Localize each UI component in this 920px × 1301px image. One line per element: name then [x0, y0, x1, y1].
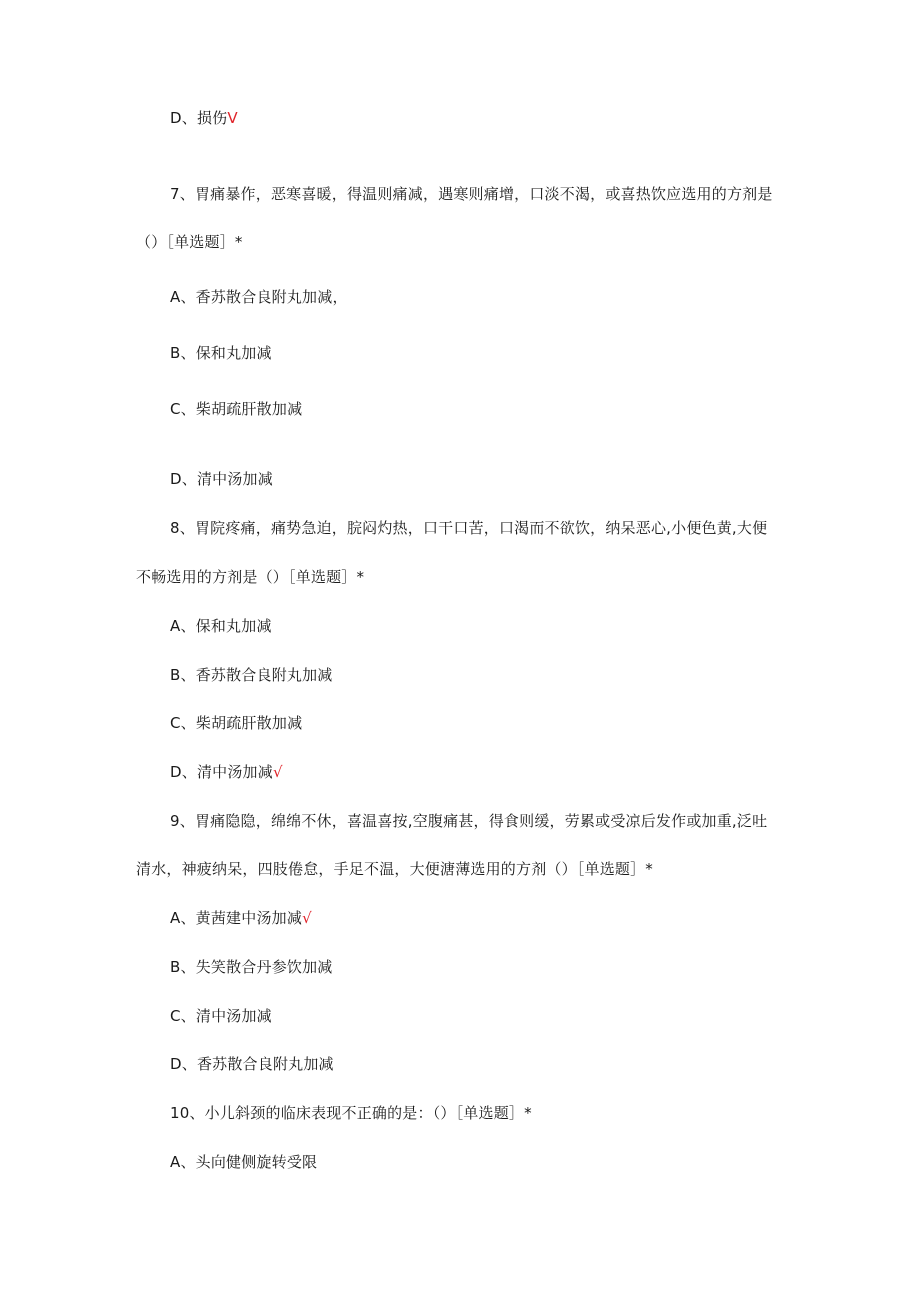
option-text: B、保和丸加减 — [170, 344, 272, 362]
correct-answer-mark: V — [227, 109, 238, 127]
option-text: A、保和丸加减 — [170, 617, 272, 635]
q7-question-cont: （）［单选题］* — [136, 233, 243, 251]
q9-option-d — [170, 1054, 334, 1074]
correct-answer-mark: √ — [302, 909, 312, 927]
q9-question: 9、胃痛隐隐，绵绵不休，喜温喜按,空腹痛甚，得食则缓，劳累或受凉后发作或加重,泛吐 — [170, 812, 768, 830]
q7-option-d — [170, 469, 273, 489]
q8-option-b — [170, 665, 333, 685]
option-text: D、清中汤加减 — [170, 470, 273, 488]
q10-question: 10、小儿斜颈的临床表现不正确的是：（）［单选题］* — [170, 1104, 532, 1122]
option-text: B、香苏散合良附丸加减 — [170, 666, 333, 684]
option-text: A、黄茜建中汤加减 — [170, 909, 303, 927]
q10-option-a — [170, 1152, 317, 1172]
q7-question: 7、胃痛暴作，恶寒喜暖，得温则痛减，遇寒则痛增，口淡不渴，或喜热饮应选用的方剂是 — [170, 185, 773, 203]
q8-option-a — [170, 616, 272, 636]
q8-option-d — [170, 762, 283, 782]
option-text: D、香苏散合良附丸加减 — [170, 1055, 334, 1073]
q7-option-b — [170, 343, 272, 363]
q7-option-a — [170, 287, 348, 307]
q8-question: 8、胃院疼痛，痛势急迫，脘闷灼热，口干口苦，口渴而不欲饮，纳呆恶心,小便色黄,大便 — [170, 519, 768, 537]
q9-question-cont: 清水，神疲纳呆，四肢倦怠，手足不温，大便溏薄选用的方剂（）［单选题］* — [136, 860, 654, 878]
q8-question-cont: 不畅选用的方剂是（）［单选题］* — [136, 568, 365, 586]
option-text: A、头向健侧旋转受限 — [170, 1153, 318, 1171]
q9-option-a — [170, 908, 312, 928]
correct-answer-mark: √ — [272, 763, 283, 781]
q8-option-c — [170, 713, 302, 733]
q7-option-c — [170, 399, 302, 419]
option-text: C、清中汤加减 — [170, 1007, 272, 1025]
option-text: C、柴胡疏肝散加减 — [170, 400, 303, 418]
q9-option-c — [170, 1006, 272, 1026]
q9-option-b — [170, 957, 333, 977]
option-text: D、损伤 — [170, 109, 228, 127]
option-text: B、失笑散合丹参饮加减 — [170, 958, 333, 976]
q6-option-d — [170, 108, 238, 128]
option-text: D、清中汤加减 — [170, 763, 273, 781]
option-text: C、柴胡疏肝散加减 — [170, 714, 303, 732]
option-text: A、香苏散合良附丸加减， — [170, 288, 348, 306]
